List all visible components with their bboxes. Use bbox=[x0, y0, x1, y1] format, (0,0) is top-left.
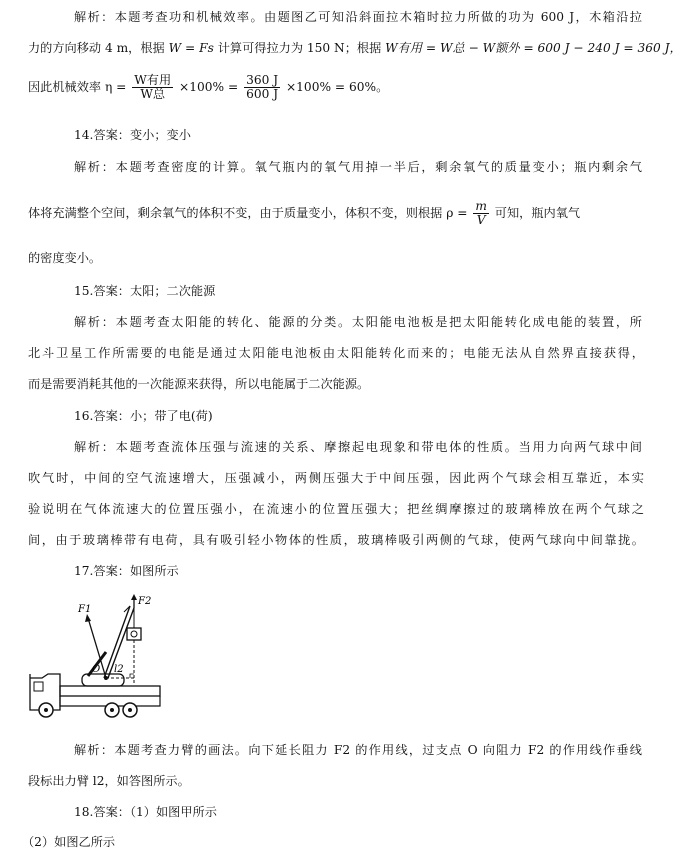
p16-line-3: 验说明在气体流速大的位置压强小，在流速小的位置压强大；把丝绸摩擦过的玻璃棒放在两个气球之 bbox=[28, 502, 644, 516]
right-angle-mark bbox=[130, 674, 134, 678]
fraction-2-numerator: 360 J bbox=[246, 73, 279, 87]
p18-answer: 18.答案：（1）如图甲所示 bbox=[74, 805, 217, 819]
label-f1: F1 bbox=[78, 604, 92, 615]
label-f2: F2 bbox=[138, 596, 152, 607]
fraction-2-denominator: 600 J bbox=[246, 87, 279, 101]
front-wheel-hub bbox=[44, 708, 48, 712]
density-numerator: m bbox=[475, 199, 487, 213]
p15-line-1: 解析：本题考查太阳能的转化、能源的分类。太阳能电池板是把太阳能转化成电能的装置，所 bbox=[74, 315, 642, 329]
p13-formula-useful-work: W有用 = W总 − W额外 = 600 J − 240 J = 360 J， bbox=[385, 41, 682, 55]
p15-line-2: 北斗卫星工作所需要的电能是通过太阳能电池板由太阳能转化而来的；电能无法从自然界直接获得， bbox=[28, 346, 644, 360]
rear-wheel-hub bbox=[128, 708, 132, 712]
p17-line-2: 段标出力臂 l2，如答图所示。 bbox=[28, 774, 190, 788]
p18-part-2: （2）如图乙所示 bbox=[22, 835, 116, 849]
p15-answer: 15.答案：太阳；二次能源 bbox=[74, 284, 216, 298]
label-l2: l2 bbox=[114, 664, 124, 675]
f1-arrowhead-icon bbox=[85, 614, 91, 622]
p13-line-1: 解析：本题考查功和机械效率。由题图乙可知沿斜面拉木箱时拉力所做的功为 600 J，木箱沿拉 bbox=[74, 10, 642, 24]
fraction-1-denominator: W总 bbox=[140, 87, 166, 101]
crane-force-diagram bbox=[26, 592, 166, 722]
efficiency-fraction-2 bbox=[244, 74, 280, 101]
p14-line-2a: 体将充满整个空间，剩余氧气的体积不变，由于质量变小，体积不变，则根据 ρ = bbox=[28, 206, 472, 220]
middle-wheel-hub bbox=[110, 708, 114, 712]
fraction-1-numerator: W有用 bbox=[134, 73, 172, 87]
p13-line-3a: 因此机械效率 η = bbox=[28, 80, 131, 94]
p16-answer: 16.答案：小；带了电(荷) bbox=[74, 409, 213, 423]
efficiency-fraction-1 bbox=[132, 74, 173, 101]
p13-line-3c: ×100% = 60%。 bbox=[282, 80, 389, 94]
p14-answer: 14.答案：变小；变小 bbox=[74, 128, 191, 142]
density-denominator: V bbox=[476, 213, 486, 227]
density-fraction bbox=[473, 200, 489, 227]
p13-line-3 bbox=[28, 72, 644, 102]
load-block bbox=[127, 628, 141, 640]
cab-window bbox=[34, 682, 43, 691]
label-o: O bbox=[92, 664, 101, 675]
hook-icon bbox=[131, 631, 137, 637]
p17-answer: 17.答案：如图所示 bbox=[74, 564, 179, 578]
p16-line-4: 间，由于玻璃棒带有电荷，具有吸引轻小物体的性质，玻璃棒吸引两侧的气球，使两气球向中间靠拢。 bbox=[28, 533, 644, 547]
p13-formula-work: W = Fs bbox=[168, 41, 214, 55]
p16-line-2: 吹气时，中间的空气流速增大，压强减小，两侧压强大于中间压强，因此两个气球会相互靠近，本实 bbox=[28, 471, 644, 485]
p16-line-1: 解析：本题考查流体压强与流速的关系、摩擦起电现象和带电体的性质。当用力向两气球中间 bbox=[74, 440, 642, 454]
p15-line-3: 而是需要消耗其他的一次能源来获得，所以电能属于二次能源。 bbox=[28, 377, 370, 391]
p13-line-2b: 计算可得拉力为 150 N；根据 bbox=[213, 41, 386, 55]
p13-line-3b: ×100% = bbox=[175, 80, 243, 94]
truck-bed bbox=[60, 686, 160, 696]
p17-line-1: 解析：本题考查力臂的画法。向下延长阻力 F2 的作用线，过支点 O 向阻力 F2 的作用线作垂线 bbox=[74, 743, 642, 757]
p14-line-1: 解析：本题考查密度的计算。氧气瓶内的氧气用掉一半后，剩余氧气的质量变小；瓶内剩余气 bbox=[74, 160, 642, 174]
p14-line-2 bbox=[28, 198, 644, 228]
p13-line-2 bbox=[28, 40, 682, 56]
p14-line-2b: 可知，瓶内氧气 bbox=[490, 206, 581, 220]
f2-arrowhead-icon bbox=[131, 594, 137, 600]
p14-line-3: 的密度变小。 bbox=[28, 251, 102, 265]
p13-line-2a: 力的方向移动 4 m，根据 bbox=[28, 41, 169, 55]
